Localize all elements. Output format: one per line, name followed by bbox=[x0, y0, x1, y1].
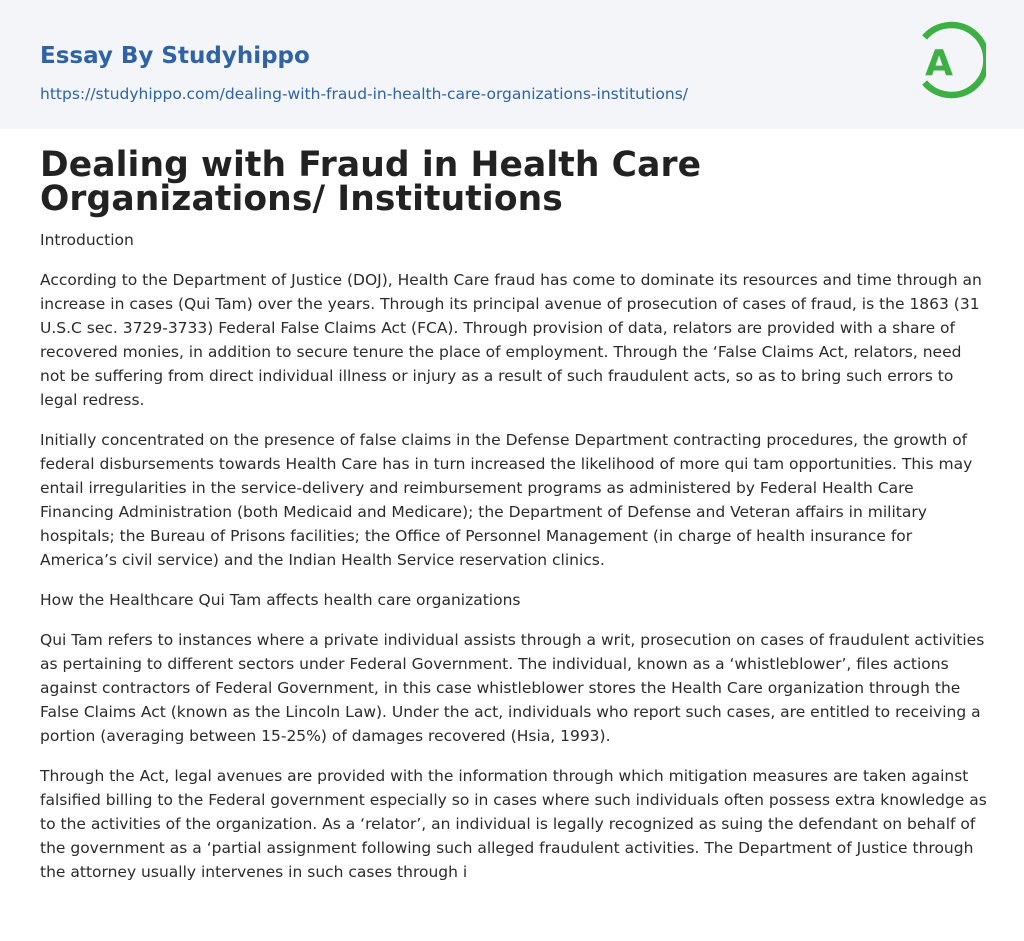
source-url-link[interactable]: https://studyhippo.com/dealing-with-fraud-in-health-care-organizations-institutions/ bbox=[40, 85, 688, 103]
paragraph: Initially concentrated on the presence of false claims in the Defense Department contracting procedures, the growth of federal disbursements towards Health Care has in turn increased the likelihood of more qui tam opportunities. This may entail irregularities in the service-delivery and reimbursement programs as administered by Federal Health Care Financing Administration (both Medicaid and Medicare); the Department of Defense and Veteran affairs in military hospitals; the Bureau of Prisons facilities; the Office of Personnel Management (in charge of health insurance for America’s civil service) and the Indian Health Service reservation clinics. bbox=[40, 431, 973, 569]
section-heading: How the Healthcare Qui Tam affects health care organizations bbox=[40, 591, 521, 609]
paragraph: According to the Department of Justice (DOJ), Health Care fraud has come to dominate its resources and time through an increase in cases (Qui Tam) over the years. Through its principal avenue of prosecution of cases of fraud, is the 1863 (31 U.S.C sec. 3729-3733) Federal False Claims Act (FCA). Through provision of data, relators are provided with a share of recovered monies, in addition to secure tenure the place of employment. Through the ‘False Claims Act, relators, need not be suffering from direct individual illness or injury as a result of such fraudulent acts, so as to bring such errors to legal redress. bbox=[40, 271, 982, 409]
paragraph: Qui Tam refers to instances where a private individual assists through a writ, prosecution on cases of fraudulent activities as pertaining to different sectors under Federal Government. The individual, known as a ‘whistleblower’, files actions against contractors of Federal Government, in this case whistleblower stores the Health Care organization through the False Claims Act (known as the Lincoln Law). Under the act, individuals who report such cases, are entitled to receiving a portion (averaging between 15-25%) of damages recovered (Hsia, 1993). bbox=[40, 631, 985, 745]
page-title: Dealing with Fraud in Health Care Organizations/ Institutions bbox=[40, 145, 702, 219]
studyhippo-logo-icon[interactable] bbox=[912, 19, 986, 105]
intro-heading: Introduction bbox=[40, 231, 134, 249]
site-header bbox=[0, 0, 1024, 129]
logo-letter: A bbox=[925, 43, 953, 84]
brand-title: Essay By Studyhippo bbox=[40, 43, 310, 69]
article-body bbox=[40, 145, 988, 884]
paragraph: Through the Act, legal avenues are provided with the information through which mitigation measures are taken against falsified billing to the Federal government especially so in cases where such individuals often possess extra knowledge as to the activities of the organization. As a ‘relator’, an individual is legally recognized as suing the defendant on behalf of the government as a ‘partial assignment following such alleged fraudulent activities. The Department of Justice through the attorney usually intervenes in such cases through i bbox=[40, 767, 987, 881]
